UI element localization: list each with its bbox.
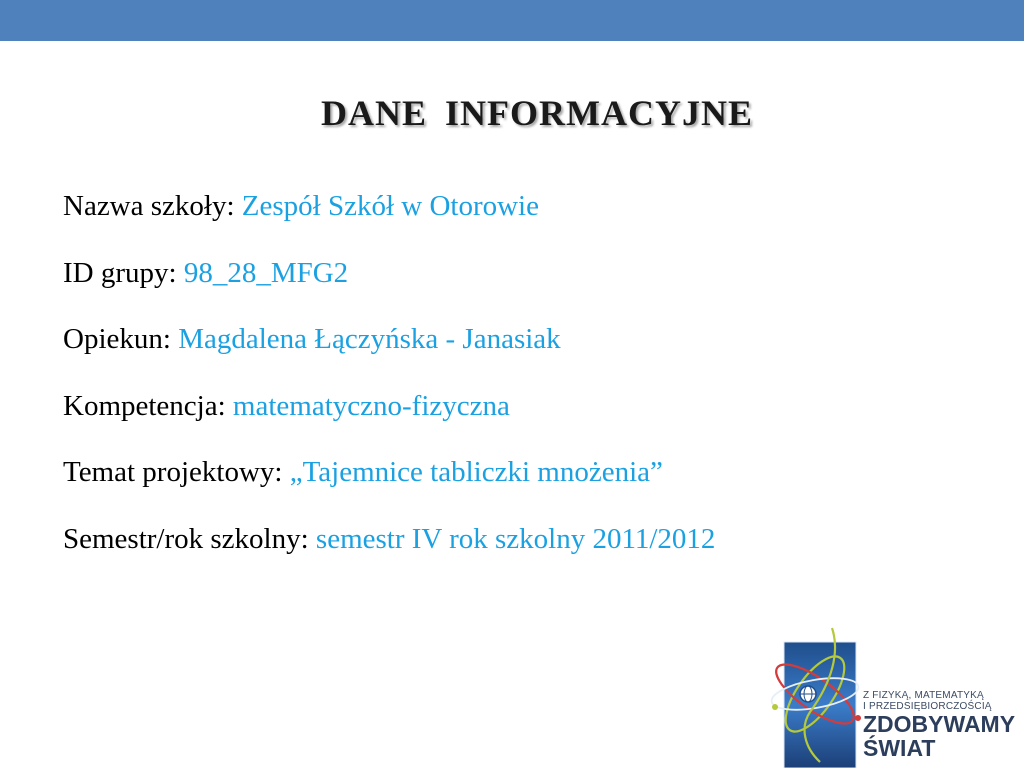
info-label: Semestr/rok szkolny: bbox=[63, 522, 316, 555]
info-value: „Tajemnice tabliczki mnożenia” bbox=[289, 456, 663, 488]
top-banner-bar bbox=[0, 0, 1024, 41]
info-list bbox=[63, 188, 1003, 587]
info-label: Kompetencja: bbox=[63, 389, 233, 422]
info-value: Magdalena Łączyńska - Janasiak bbox=[178, 323, 561, 355]
info-value: 98_28_MFG2 bbox=[183, 256, 349, 289]
info-label: ID grupy: bbox=[63, 256, 184, 289]
info-value: Zespół Szkół w Otorowie bbox=[241, 190, 539, 222]
info-row-semester bbox=[63, 521, 1003, 588]
logo-text bbox=[863, 690, 1015, 760]
logo-line4: ŚWIAT bbox=[863, 735, 936, 761]
slide-title: DANE INFORMACYJNE bbox=[321, 93, 753, 133]
logo-line1: Z FIZYKĄ, MATEMATYKĄ bbox=[863, 690, 984, 701]
info-label: Opiekun: bbox=[63, 323, 179, 355]
info-row-project-topic bbox=[63, 454, 1003, 521]
info-row-supervisor bbox=[63, 321, 1003, 388]
logo-line3: ZDOBYWAMY bbox=[863, 711, 1016, 737]
info-row-competence bbox=[63, 388, 1003, 455]
info-value: matematyczno-fizyczna bbox=[232, 389, 510, 422]
logo-line2: I PRZEDSIĘBIORCZOŚCIĄ bbox=[863, 701, 992, 712]
info-label: Nazwa szkoły: bbox=[63, 190, 242, 222]
info-value: semestr IV rok szkolny 2011/2012 bbox=[315, 522, 716, 555]
info-label: Temat projektowy: bbox=[63, 456, 290, 488]
info-row-school bbox=[63, 188, 1003, 255]
info-row-group-id bbox=[63, 255, 1003, 322]
